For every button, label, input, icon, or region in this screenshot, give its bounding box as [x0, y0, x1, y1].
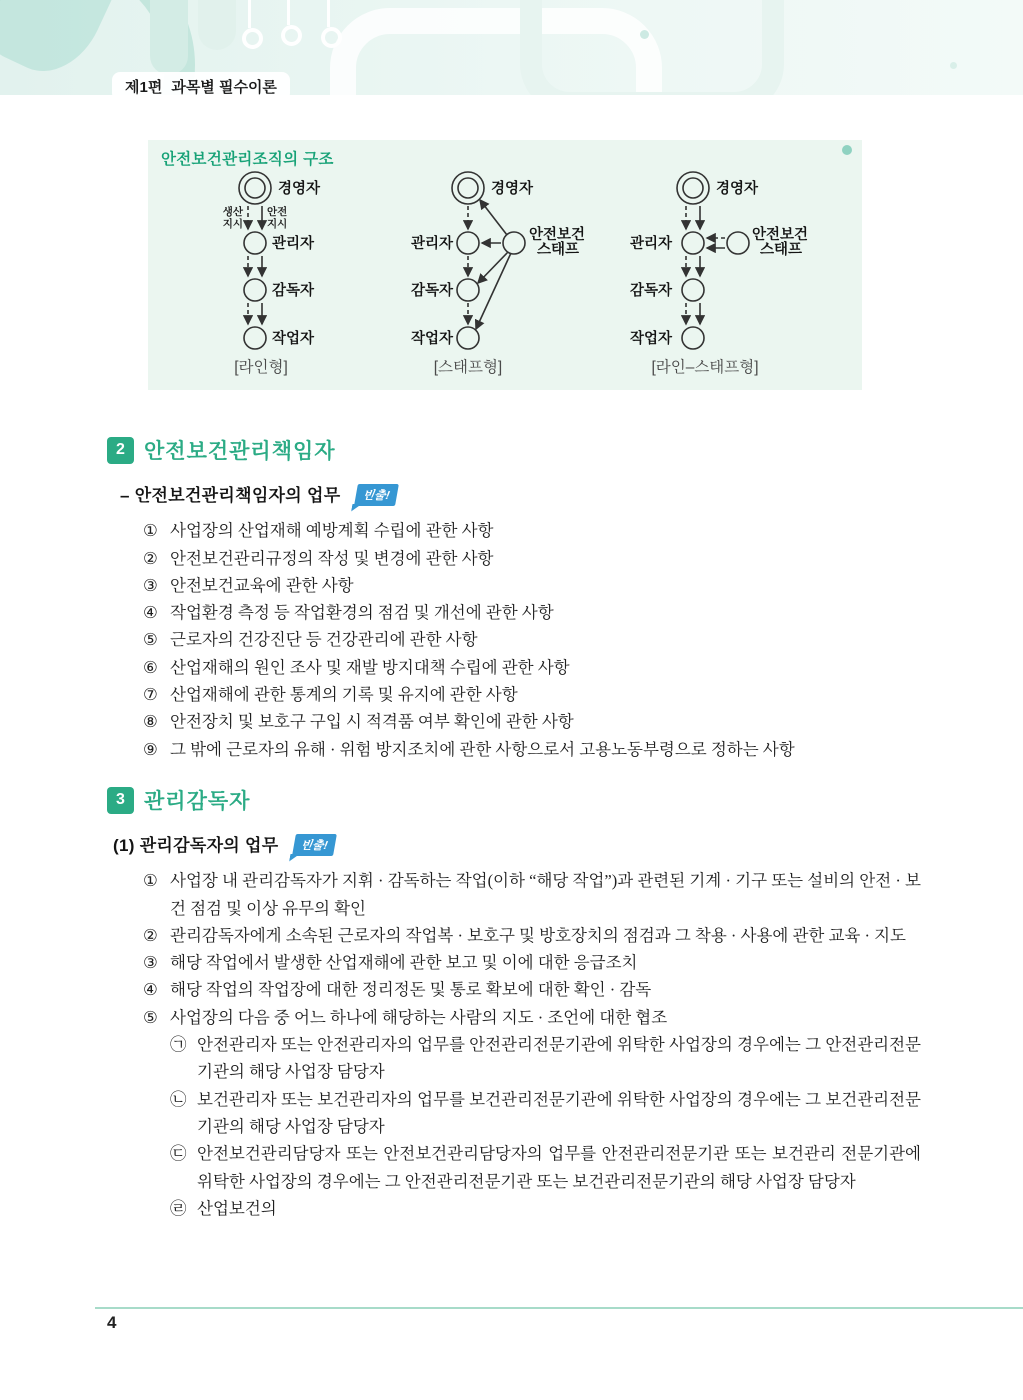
section-heading — [107, 436, 923, 464]
duty-list — [107, 517, 921, 763]
list-item — [143, 654, 921, 681]
diagram-caption: [라인형] — [234, 359, 288, 376]
decor-pipe — [520, 0, 784, 95]
item-marker: ⑦ — [143, 685, 158, 705]
item-marker: ① — [143, 871, 158, 891]
section-number-badge: 3 — [107, 787, 134, 814]
item-text: 안전장치 및 보호구 구입 시 적격품 여부 확인에 관한 사항 — [170, 712, 574, 732]
item-text: 해당 작업에서 발생한 산업재해에 관한 보고 및 이에 대한 응급조치 — [170, 953, 638, 973]
breadcrumb — [112, 72, 290, 101]
list-item — [143, 545, 921, 572]
item-text: 사업장 내 관리감독자가 지휘 · 감독하는 작업(이하 “해당 작업”)과 관련된 기계 · 기구 또는 설비의 안전 · 보건 점검 및 이상 유무의 확인 — [170, 871, 921, 918]
item-text: 안전보건관리규정의 작성 및 변경에 관한 사항 — [170, 548, 494, 568]
list-item — [143, 949, 921, 976]
item-text: 산업재해의 원인 조사 및 재발 방지대책 수립에 관한 사항 — [170, 657, 570, 677]
duty-list — [107, 867, 921, 1222]
ornament-ring-icon — [321, 27, 342, 48]
list-item — [143, 517, 921, 544]
page-number: 4 — [107, 1313, 117, 1332]
footer-rule — [95, 1307, 1023, 1309]
section-management-supervisor — [107, 786, 923, 1222]
node-label: 감독자 — [410, 283, 453, 299]
arrow-label: 지시 — [222, 218, 243, 230]
item-text: 안전보건관리담당자 또는 안전보건관리담당자의 업무를 안전관리전문기관 또는 보건관리 전문기관에 위탁한 사업장의 경우에는 그 안전관리전문기관 또는 보건관리전문기관의 해당 사업장 담당자 — [197, 1144, 921, 1191]
subheading-text: – 안전보건관리책임자의 업무 — [120, 486, 341, 505]
decor-dot — [950, 62, 957, 69]
section-number-badge: 2 — [107, 437, 134, 464]
bullet-dot-icon — [842, 145, 852, 155]
item-marker: ② — [143, 925, 158, 945]
decor-bar — [150, 0, 188, 75]
staff-label: 스태프 — [760, 242, 803, 258]
item-marker: ㉠ — [170, 1035, 187, 1055]
ornament-ring-icon — [242, 28, 263, 49]
item-text: 안전관리자 또는 안전관리자의 업무를 안전관리전문기관에 위탁한 사업장의 경우에는 그 안전관리전문기관의 해당 사업장 담당자 — [197, 1035, 921, 1082]
sub-list-item — [170, 1086, 921, 1141]
item-marker: ㉣ — [170, 1198, 187, 1218]
arrow-label: 지시 — [267, 218, 288, 230]
node-label: 관리자 — [272, 236, 315, 252]
list-item — [143, 867, 921, 922]
item-text: 보건관리자 또는 보건관리자의 업무를 보건관리전문기관에 위탁한 사업장의 경우에는 그 보건관리전문기관의 해당 사업장 담당자 — [197, 1089, 921, 1136]
item-marker: ① — [143, 521, 158, 541]
section-title: 안전보건관리책임자 — [144, 440, 336, 463]
ornament-string — [327, 0, 330, 27]
figure-title: 안전보건관리조직의 구조 — [161, 151, 334, 168]
list-item — [143, 599, 921, 626]
item-marker: ③ — [143, 575, 158, 595]
subheading — [120, 481, 923, 507]
item-text: 산업재해에 관한 통계의 기록 및 유지에 관한 사항 — [170, 685, 518, 705]
item-text: 그 밖에 근로자의 유해 · 위험 방지조치에 관한 사항으로서 고용노동부령으로 정하는 사항 — [170, 739, 795, 759]
item-marker: ② — [143, 548, 158, 568]
node-label: 경영자 — [716, 181, 759, 197]
item-marker: ㉢ — [170, 1144, 187, 1164]
node-label: 관리자 — [629, 236, 672, 252]
item-text: 관리감독자에게 소속된 근로자의 작업복 · 보호구 및 방호장치의 점검과 그 착용 · 사용에 관한 교육 · 지도 — [170, 925, 906, 945]
ornament-string — [248, 0, 251, 28]
node-label: 감독자 — [629, 283, 672, 299]
item-marker: ⑨ — [143, 739, 158, 759]
node-label: 작업자 — [629, 331, 672, 347]
node-label: 작업자 — [410, 331, 453, 347]
item-text: 작업환경 측정 등 작업환경의 점검 및 개선에 관한 사항 — [170, 603, 554, 623]
decor-dot — [640, 30, 649, 39]
sub-list-item — [170, 1195, 921, 1222]
staff-label: 안전보건 — [752, 227, 809, 243]
item-text: 산업보건의 — [197, 1198, 277, 1218]
frequent-badge-icon: 빈출! — [354, 484, 399, 506]
list-item — [143, 708, 921, 735]
item-marker: ⑤ — [143, 1007, 158, 1027]
list-item — [143, 922, 921, 949]
item-text: 사업장의 산업재해 예방계획 수립에 관한 사항 — [170, 521, 494, 541]
frequent-badge-icon: 빈출! — [292, 834, 337, 856]
list-item — [143, 736, 921, 763]
item-marker: ④ — [143, 980, 158, 1000]
item-marker: ㉡ — [170, 1089, 187, 1109]
diagram-caption: [스태프형] — [433, 359, 503, 376]
item-text: 해당 작업의 작업장에 대한 정리정돈 및 통로 확보에 대한 확인 · 감독 — [170, 980, 652, 1000]
item-text: 근로자의 건강진단 등 건강관리에 관한 사항 — [170, 630, 478, 650]
item-text: 사업장의 다음 중 어느 하나에 해당하는 사람의 지도 · 조언에 대한 협조 — [170, 1007, 668, 1027]
node-label: 관리자 — [410, 236, 453, 252]
decor-bar — [198, 0, 236, 50]
item-marker: ③ — [143, 953, 158, 973]
list-item — [143, 572, 921, 599]
org-structure-diagram — [148, 140, 862, 390]
list-item — [143, 626, 921, 653]
diagram-caption: [라인–스태프형] — [651, 359, 759, 376]
node-label: 감독자 — [272, 283, 315, 299]
section-safety-health-manager — [107, 436, 923, 763]
arrow-label: 안전 — [267, 206, 288, 218]
node-label: 경영자 — [491, 181, 534, 197]
subheading — [113, 831, 923, 857]
part-label: 제1편 — [125, 79, 163, 96]
node-label: 경영자 — [278, 181, 321, 197]
list-item — [143, 1004, 921, 1031]
item-text: 안전보건교육에 관한 사항 — [170, 575, 354, 595]
arrow-label: 생산 — [222, 206, 243, 218]
section-heading — [107, 786, 923, 814]
list-item — [143, 681, 921, 708]
ornament-string — [287, 0, 290, 25]
node-label: 작업자 — [272, 331, 315, 347]
item-marker: ⑥ — [143, 657, 158, 677]
sub-list-item — [170, 1031, 921, 1086]
item-marker: ⑤ — [143, 630, 158, 650]
part-title: 과목별 필수이론 — [171, 79, 277, 96]
figure-box — [148, 140, 862, 390]
subheading-text: (1) 관리감독자의 업무 — [113, 836, 279, 855]
list-item — [143, 976, 921, 1003]
item-marker: ④ — [143, 603, 158, 623]
staff-label: 스태프 — [537, 242, 580, 258]
item-marker: ⑧ — [143, 712, 158, 732]
section-title: 관리감독자 — [144, 790, 251, 813]
staff-label: 안전보건 — [529, 227, 586, 243]
ornament-ring-icon — [281, 25, 302, 46]
sub-list-item — [170, 1140, 921, 1195]
